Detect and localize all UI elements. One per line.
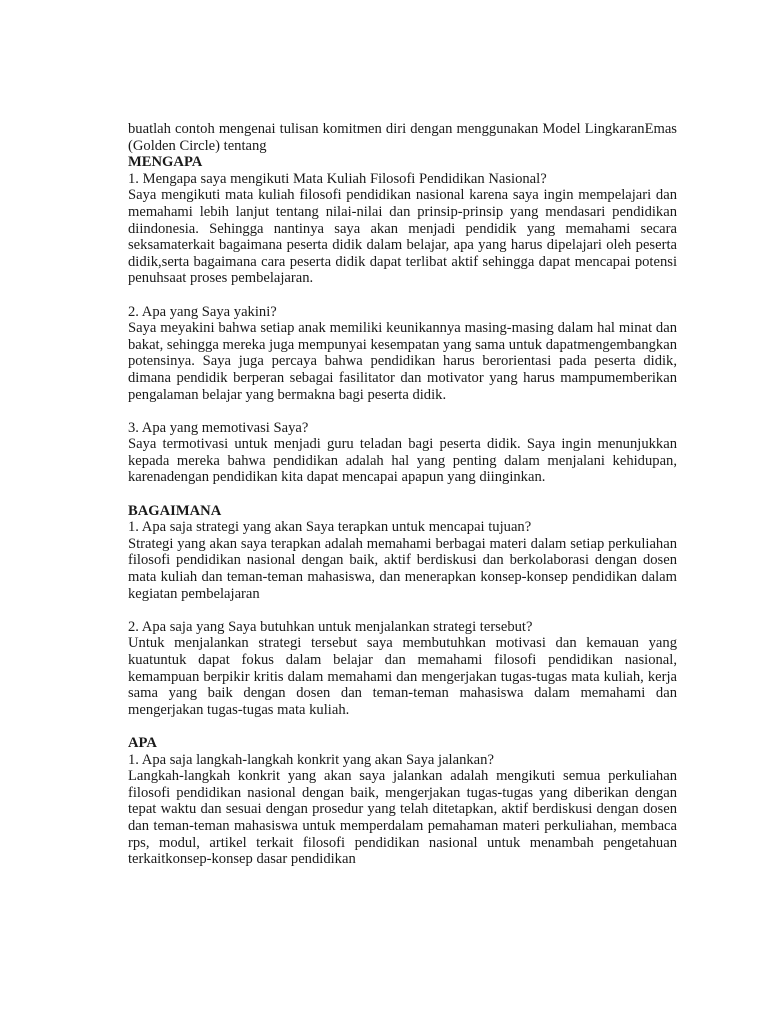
question-apa-1: 1. Apa saja langkah-langkah konkrit yang akan Saya jalankan? [128, 751, 494, 768]
question-mengapa-1: 1. Mengapa saya mengikuti Mata Kuliah Filosofi Pendidikan Nasional? [128, 170, 547, 187]
spacer [128, 403, 677, 420]
spacer [128, 602, 677, 619]
spacer [128, 287, 677, 304]
question-mengapa-2: 2. Apa yang Saya yakini? [128, 303, 277, 320]
answer-bagaimana-2: Untuk menjalankan strategi tersebut saya membutuhkan motivasi dan kemauan yang kuatuntuk dapat fokus dalam belajar dan memahami filosofi pendidikan nasional, kemampuan berpikir kritis dalam memahami dan mengerjakan tugas-tugas mata kuliah, kerja sama yang baik dengan dosen dan teman-teman mahasiswa dalam memahami dan mengerjakan tugas-tugas mata kuliah. [128, 635, 677, 718]
answer-apa-1: Langkah-langkah konkrit yang akan saya jalankan adalah mengikuti semua perkuliahan filosofi pendidikan nasional dengan baik, mengerjakan tugas-tugas yang diberikan dengan tepat waktu dan sesuai dengan prosedur yang telah ditetapkan, aktif berdiskusi dengan dosen dan teman-teman mahasiswa untuk memperdalam pemahaman materi perkuliahan, membaca rps, modul, artikel terkait filosofi pendidikan nasional untuk menambah pengetahuan terkaitkonsep-konsep dasar pendidikan [128, 768, 677, 868]
section-heading-apa: APA [128, 734, 157, 751]
document-page [128, 121, 677, 868]
spacer [128, 486, 677, 503]
question-bagaimana-2: 2. Apa saja yang Saya butuhkan untuk menjalankan strategi tersebut? [128, 618, 533, 635]
intro-paragraph: buatlah contoh mengenai tulisan komitmen diri dengan menggunakan Model LingkaranEmas (Golden Circle) tentang [128, 121, 677, 154]
spacer [128, 718, 677, 735]
answer-bagaimana-1: Strategi yang akan saya terapkan adalah memahami berbagai materi dalam setiap perkuliahan filosofi pendidikan nasional dengan baik, aktif berdiskusi dan berkolaborasi dengan dosen mata kuliah dan teman-teman mahasiswa, dan menerapkan konsep-konsep pendidikan dalam kegiatan pembelajaran [128, 535, 677, 602]
question-mengapa-3: 3. Apa yang memotivasi Saya? [128, 419, 309, 436]
section-heading-mengapa: MENGAPA [128, 154, 203, 171]
section-heading-bagaimana: BAGAIMANA [128, 502, 222, 519]
question-bagaimana-1: 1. Apa saja strategi yang akan Saya terapkan untuk mencapai tujuan? [128, 519, 532, 536]
answer-mengapa-1: Saya mengikuti mata kuliah filosofi pendidikan nasional karena saya ingin mempelajari dan memahami lebih lanjut tentang nilai-nilai dan prinsip-prinsip yang mendasari pendidikan diindonesia. Sehingga nantinya saya akan menjadi pendidik yang memahami secara seksamaterkait bagaimana peserta didik dalam belajar, apa yang harus dipelajari oleh peserta didik,serta bagaimana cara peserta didik dapat terlibat aktif sehingga dapat mencapai potensi penuhsaat proses pembelajaran. [128, 187, 677, 287]
answer-mengapa-2: Saya meyakini bahwa setiap anak memiliki keunikannya masing-masing dalam hal minat dan bakat, sehingga mereka juga mempunyai kesempatan yang sama untuk dapatmengembangkan potensinya. Saya juga percaya bahwa pendidikan harus berorientasi pada peserta didik, dimana pendidik berperan sebagai fasilitator dan motivator yang harus mampumemberikan pengalaman belajar yang bermakna bagi peserta didik. [128, 320, 677, 403]
answer-mengapa-3: Saya termotivasi untuk menjadi guru teladan bagi peserta didik. Saya ingin menunjukkan kepada mereka bahwa pendidikan adalah hal yang penting dalam menjalani kehidupan, karenadengan pendidikan kita dapat mencapai apapun yang diinginkan. [128, 436, 677, 486]
